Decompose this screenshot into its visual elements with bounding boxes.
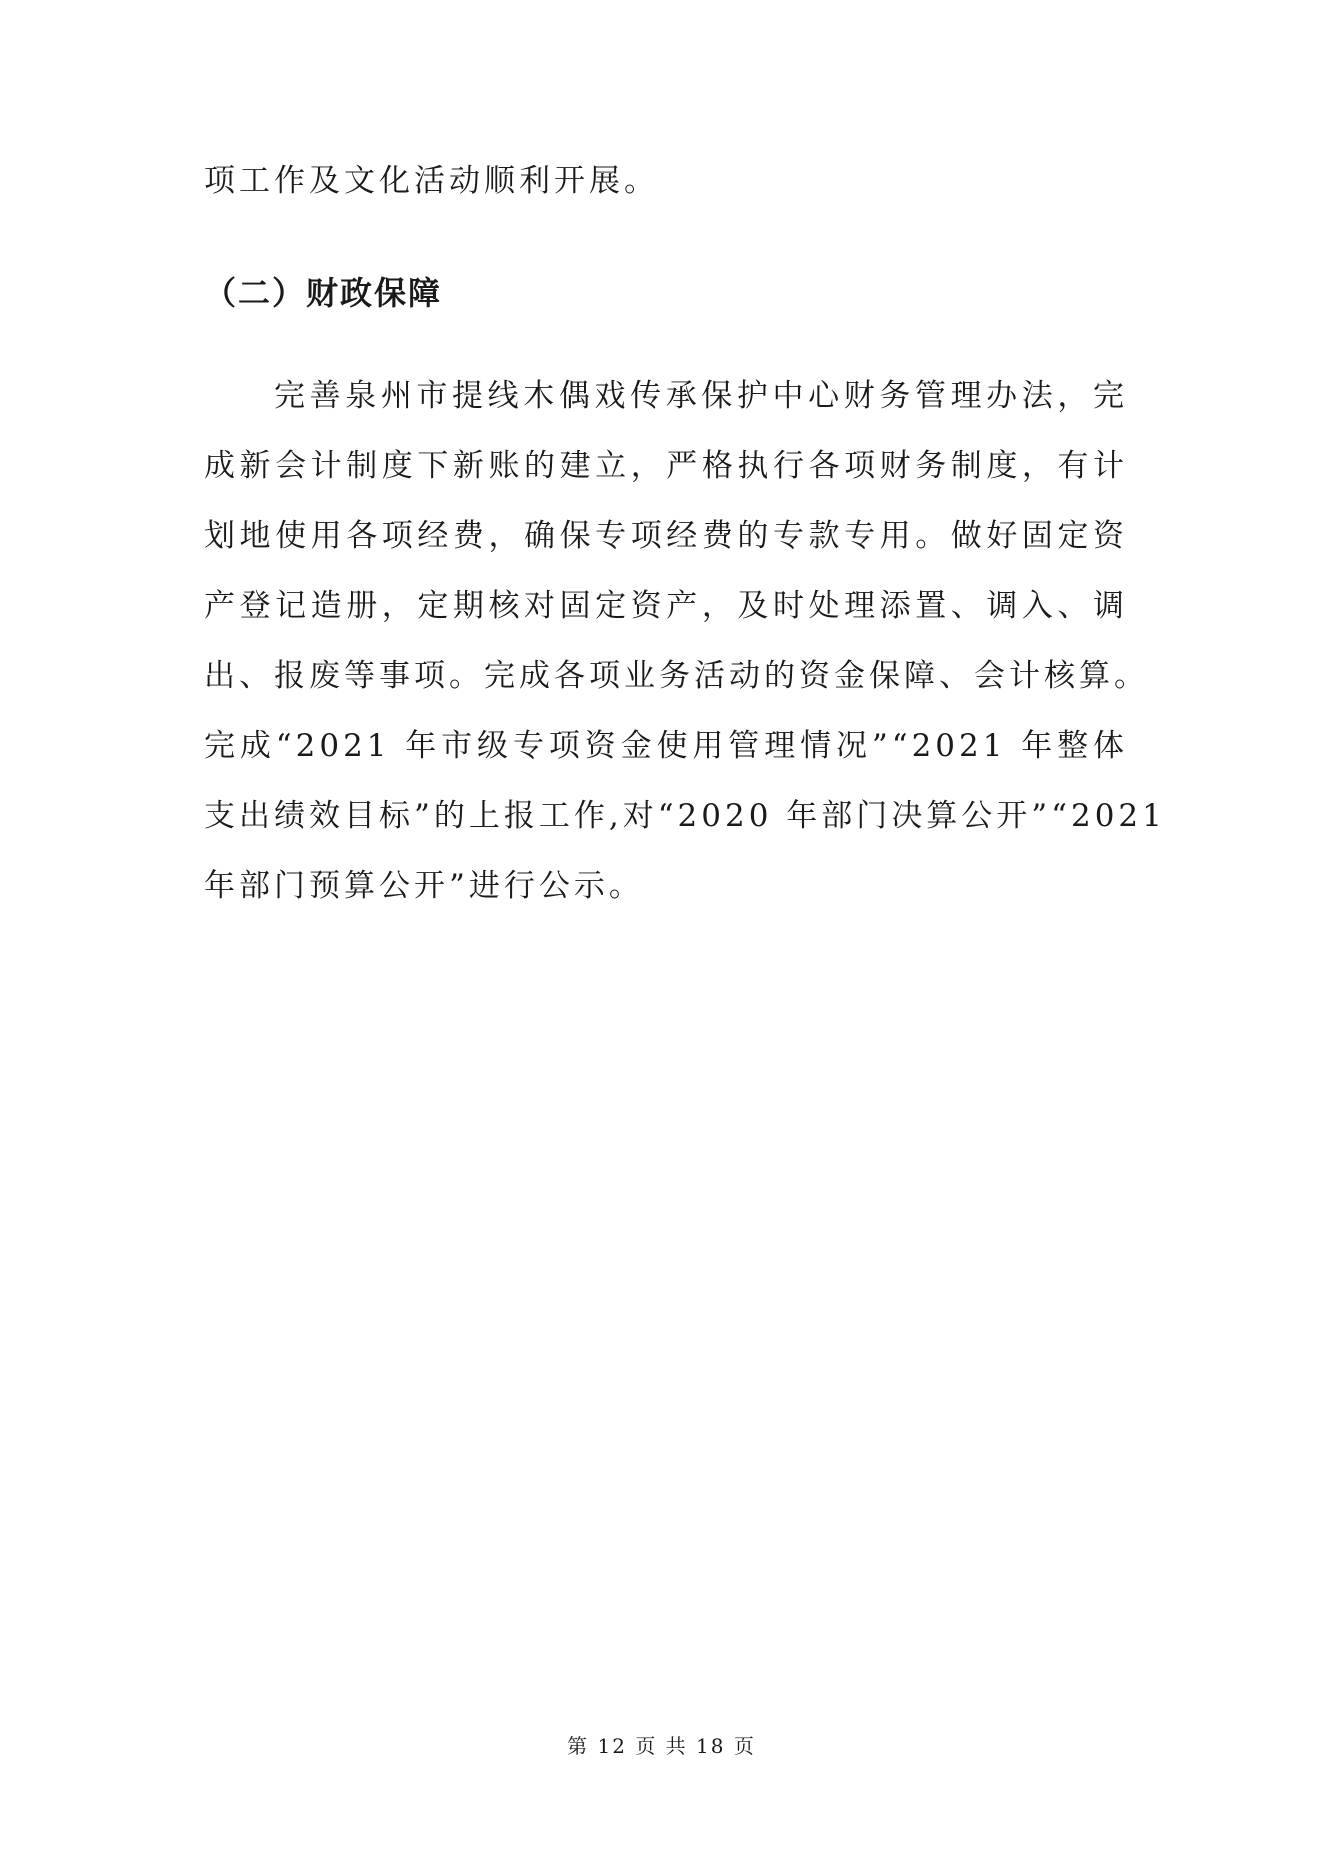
continuation-text (204, 146, 1128, 216)
paragraph-line: 项工作及文化活动顺利开展。 (204, 163, 659, 199)
paragraph-line: 产登记造册，定期核对固定资产，及时处理添置、调入、调 (204, 588, 1128, 624)
page-number: 第 12 页 共 18 页 (567, 1734, 756, 1758)
paragraph-financial-guarantee (204, 361, 1166, 921)
paragraph-line: 年部门预算公开”进行公示。 (204, 868, 644, 904)
section-heading: （二）财政保障 (204, 274, 443, 312)
paragraph-line: 支出绩效目标”的上报工作,对“2020 年部门决算公开”“2021 (204, 798, 1166, 834)
paragraph-line: 完善泉州市提线木偶戏传承保护中心财务管理办法，完 (274, 378, 1128, 414)
paragraph-line: 划地使用各项经费，确保专项经费的专款专用。做好固定资 (204, 518, 1128, 554)
paragraph-line: 出、报废等事项。完成各项业务活动的资金保障、会计核算。 (204, 658, 1149, 694)
paragraph-line: 成新会计制度下新账的建立，严格执行各项财务制度，有计 (204, 448, 1128, 484)
paragraph-line: 完成“2021 年市级专项资金使用管理情况”“2021 年整体 (204, 728, 1128, 764)
